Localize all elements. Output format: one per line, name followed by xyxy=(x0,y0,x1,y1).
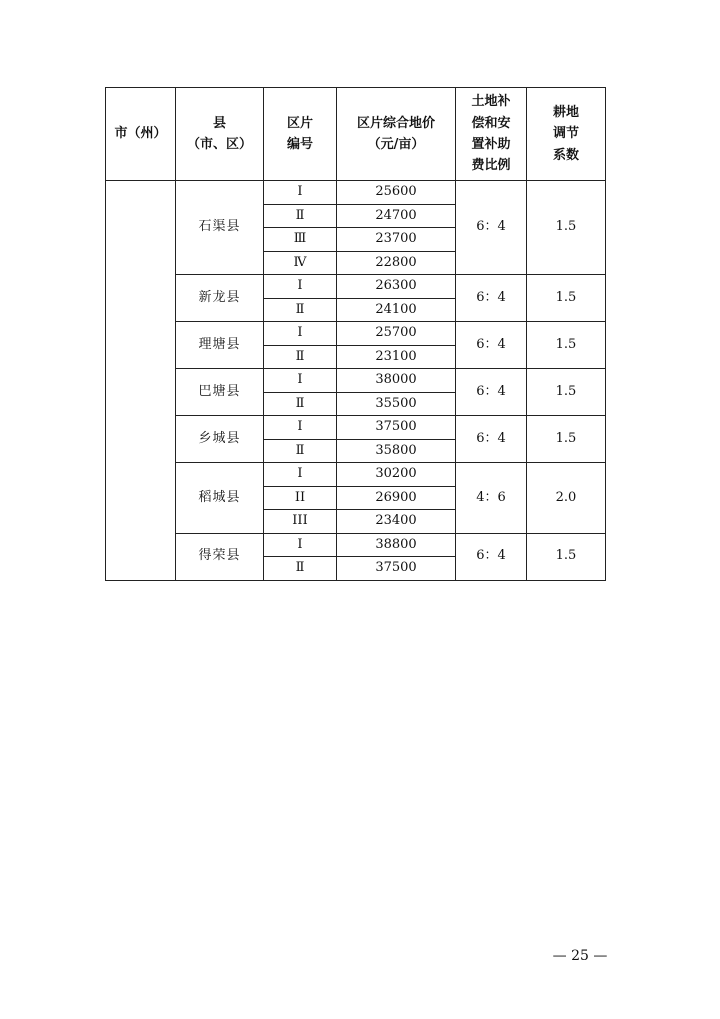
price-cell: 23700 xyxy=(337,228,456,252)
table-row xyxy=(106,463,606,487)
table-row xyxy=(106,533,606,557)
price-cell: 24700 xyxy=(337,204,456,228)
price-cell: 24100 xyxy=(337,298,456,322)
county-cell: 巴塘县 xyxy=(176,369,264,416)
header-composite-price: 区片综合地价 （元/亩） xyxy=(337,88,456,181)
table-row xyxy=(106,181,606,205)
zone-code-cell: I xyxy=(264,416,337,440)
coefficient-cell: 1.5 xyxy=(527,322,606,369)
coefficient-cell: 2.0 xyxy=(527,463,606,534)
county-cell: 得荣县 xyxy=(176,533,264,580)
coefficient-cell: 1.5 xyxy=(527,275,606,322)
ratio-cell: 6：4 xyxy=(456,275,527,322)
table-row xyxy=(106,322,606,346)
county-cell: 稻城县 xyxy=(176,463,264,534)
zone-code-cell: Ⅱ xyxy=(264,298,337,322)
price-cell: 38000 xyxy=(337,369,456,393)
ratio-cell: 6：4 xyxy=(456,416,527,463)
price-cell: 26300 xyxy=(337,275,456,299)
header-county: 县 （市、区） xyxy=(176,88,264,181)
table-row xyxy=(106,369,606,393)
zone-code-cell: Ⅱ xyxy=(264,439,337,463)
land-price-table xyxy=(105,87,606,581)
ratio-cell: 6：4 xyxy=(456,369,527,416)
county-cell: 理塘县 xyxy=(176,322,264,369)
price-cell: 22800 xyxy=(337,251,456,275)
zone-code-cell: I xyxy=(264,322,337,346)
zone-code-cell: I xyxy=(264,463,337,487)
price-cell: 35500 xyxy=(337,392,456,416)
ratio-cell: 6：4 xyxy=(456,533,527,580)
price-cell: 38800 xyxy=(337,533,456,557)
zone-code-cell: Ⅱ xyxy=(264,557,337,581)
header-adjustment-coefficient: 耕地 调节 系数 xyxy=(527,88,606,181)
price-cell: 23100 xyxy=(337,345,456,369)
price-cell: 30200 xyxy=(337,463,456,487)
page-number: — 25 — xyxy=(552,948,608,964)
coefficient-cell: 1.5 xyxy=(527,416,606,463)
price-cell: 37500 xyxy=(337,416,456,440)
zone-code-cell: II xyxy=(264,486,337,510)
price-cell: 35800 xyxy=(337,439,456,463)
ratio-cell: 6：4 xyxy=(456,181,527,275)
county-cell: 石渠县 xyxy=(176,181,264,275)
zone-code-cell: I xyxy=(264,275,337,299)
table-row xyxy=(106,416,606,440)
zone-code-cell: Ⅱ xyxy=(264,204,337,228)
header-row xyxy=(106,88,606,181)
zone-code-cell: Ⅳ xyxy=(264,251,337,275)
zone-code-cell: Ⅲ xyxy=(264,228,337,252)
city-cell xyxy=(106,181,176,581)
price-cell: 37500 xyxy=(337,557,456,581)
zone-code-cell: Ⅰ xyxy=(264,369,337,393)
price-cell: 23400 xyxy=(337,510,456,534)
zone-code-cell: I xyxy=(264,533,337,557)
price-cell: 26900 xyxy=(337,486,456,510)
zone-code-cell: I xyxy=(264,181,337,205)
price-cell: 25600 xyxy=(337,181,456,205)
zone-code-cell: III xyxy=(264,510,337,534)
coefficient-cell: 1.5 xyxy=(527,369,606,416)
county-cell: 新龙县 xyxy=(176,275,264,322)
header-zone-code: 区片 编号 xyxy=(264,88,337,181)
price-cell: 25700 xyxy=(337,322,456,346)
county-cell: 乡城县 xyxy=(176,416,264,463)
table-row xyxy=(106,275,606,299)
coefficient-cell: 1.5 xyxy=(527,533,606,580)
header-compensation-ratio: 土地补 偿和安 置补助 费比例 xyxy=(456,88,527,181)
coefficient-cell: 1.5 xyxy=(527,181,606,275)
ratio-cell: 6：4 xyxy=(456,322,527,369)
ratio-cell: 4：6 xyxy=(456,463,527,534)
zone-code-cell: Ⅱ xyxy=(264,345,337,369)
header-city: 市（州） xyxy=(106,88,176,181)
zone-code-cell: Ⅱ xyxy=(264,392,337,416)
